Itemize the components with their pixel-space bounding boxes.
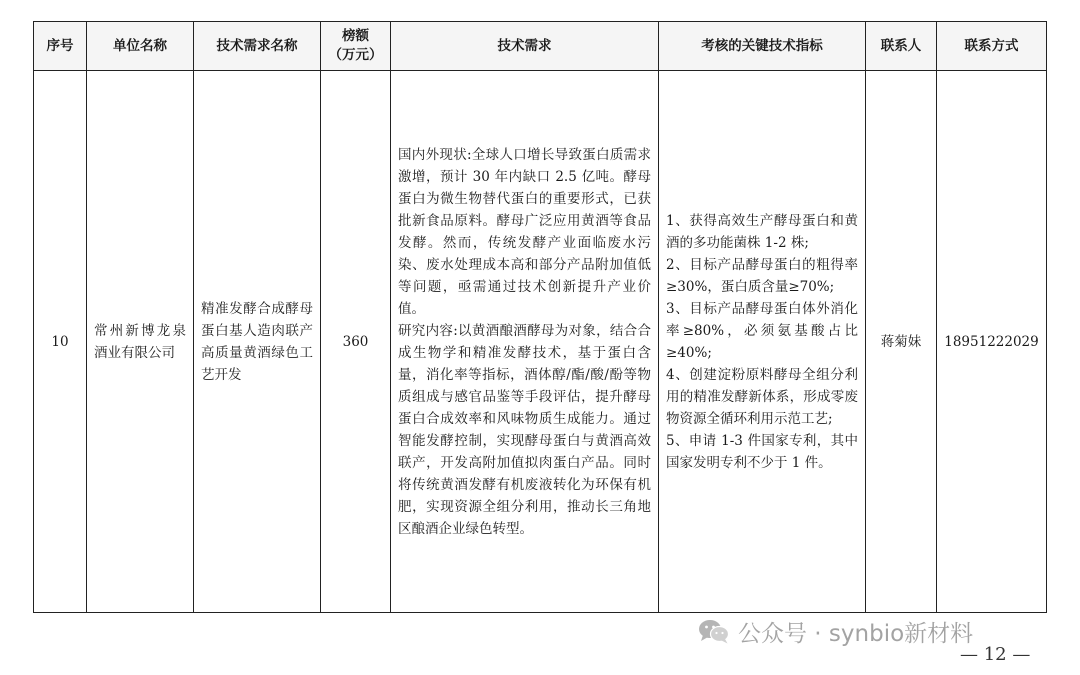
requirement-research: 研究内容:以黄酒酿酒酵母为对象，结合合成生物学和精准发酵技术，基于蛋白含量，消化率等指标，酒体醇/酯/酸/酚等物质组成与感官品鉴等手段评估，提升酵母蛋白合成效率和风味物质生成能力。通过智能发酵控制，实现酵母蛋白与黄酒高效联产，开发高附加值拟肉蛋白产品。同时将传统黄酒发酵有机废液转化为环保有机肥，实现资源全组分利用，推动长三角地区酿酒企业绿色转型。 <box>398 322 651 537</box>
table-row <box>34 71 1047 613</box>
cell-requirement <box>391 71 659 613</box>
cell-amount: 360 <box>321 71 391 613</box>
cell-name: 精准发酵合成酵母蛋白基人造肉联产高质量黄酒绿色工艺开发 <box>194 71 321 613</box>
header-requirement: 技术需求 <box>391 22 659 71</box>
cell-phone: 18951222029 <box>937 71 1047 613</box>
header-indicators: 考核的关键技术指标 <box>659 22 866 71</box>
requirement-status: 国内外现状:全球人口增长导致蛋白质需求激增，预计 30 年内缺口 2.5 亿吨。酵母蛋白为微生物替代蛋白的重要形式，已获批新食品原料。酵母广泛应用黄酒等食品发酵。然而，传统发酵产业面临废水污染、废水处理成本高和部分产品附加值低等问题，亟需通过技术创新提升产业价值。 <box>398 146 651 317</box>
header-amount <box>321 22 391 71</box>
indicator-item: 3、目标产品酵母蛋白体外消化率≥80%，必须氨基酸占比≥40%; <box>666 300 858 361</box>
cell-seq: 10 <box>34 71 87 613</box>
header-seq: 序号 <box>34 22 87 71</box>
header-unit: 单位名称 <box>87 22 194 71</box>
page-number: — 12 — <box>960 644 1031 665</box>
watermark-text: 公众号 · synbio新材料 <box>738 620 974 647</box>
cell-indicators <box>659 71 866 613</box>
cell-contact: 蒋菊妹 <box>866 71 937 613</box>
header-contact: 联系人 <box>866 22 937 71</box>
watermark <box>698 616 973 646</box>
tech-requirement-table <box>33 21 1047 613</box>
header-name: 技术需求名称 <box>194 22 321 71</box>
indicator-item: 5、申请 1-3 件国家专利，其中国家发明专利不少于 1 件。 <box>666 432 858 471</box>
indicator-item: 4、创建淀粉原料酵母全组分利用的精准发酵新体系，形成零废物资源全循环利用示范工艺; <box>666 366 858 427</box>
header-amount-line1: 榜额 <box>342 28 369 44</box>
header-row <box>34 22 1047 71</box>
indicator-item: 2、目标产品酵母蛋白的粗得率≥30%，蛋白质含量≥70%; <box>666 256 858 295</box>
wechat-icon <box>698 618 730 644</box>
indicator-item: 1、获得高效生产酵母蛋白和黄酒的多功能菌株 1-2 株; <box>666 212 858 251</box>
header-amount-line2: （万元） <box>328 47 383 63</box>
header-phone: 联系方式 <box>937 22 1047 71</box>
cell-unit: 常州新博龙泉酒业有限公司 <box>87 71 194 613</box>
